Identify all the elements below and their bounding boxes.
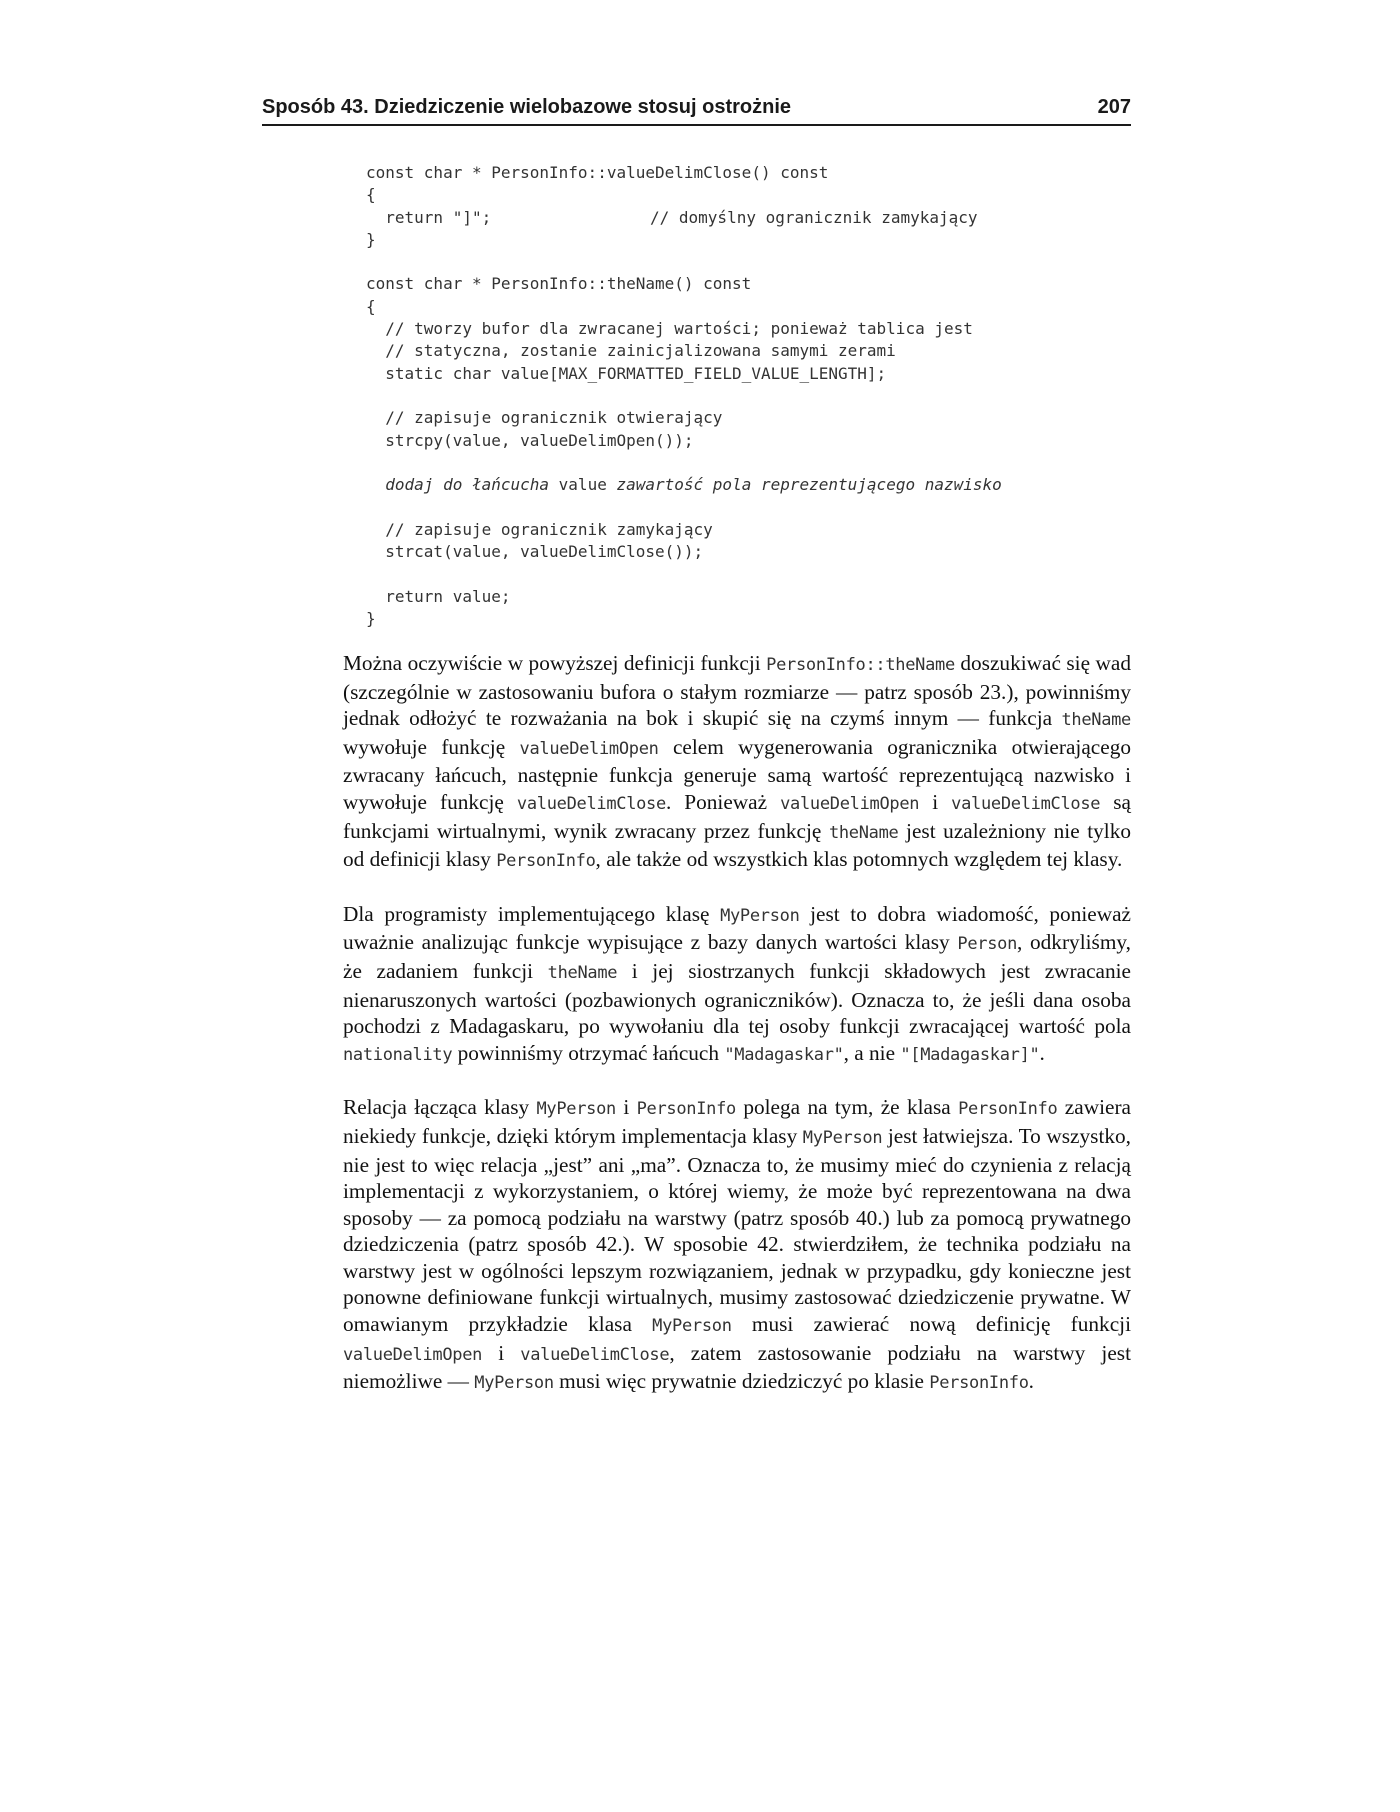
text-run: Relacja łącząca klasy <box>343 1095 537 1120</box>
inline-code: valueDelimOpen <box>780 793 920 814</box>
page-number: 207 <box>1097 96 1131 118</box>
code-listing <box>366 162 1126 630</box>
code-blank-line <box>366 563 1126 585</box>
inline-code: theName <box>547 962 618 983</box>
code-blank-line <box>366 251 1126 273</box>
inline-code: valueDelimOpen <box>519 738 659 759</box>
inline-code: theName <box>1061 710 1131 731</box>
code-line <box>366 207 1126 229</box>
inline-code: valueDelimOpen <box>343 1344 483 1365</box>
code-line: const char * PersonInfo::valueDelimClose() const <box>366 163 829 182</box>
text-run: jest uzależniony nie tylko od definicji klasy <box>343 818 1131 872</box>
body-text <box>343 650 1131 1423</box>
text-run: doszukiwać się wad (szczególnie w zastosowaniu bufora o stałym rozmiarze — patrz sposób 23.), powinniśmy jednak odłożyć te rozważania na bok i skupić się na czymś innym — funkcja <box>343 651 1131 731</box>
text-run: i <box>615 1095 637 1120</box>
code-identifier: value <box>549 475 617 495</box>
inline-code: MyPerson <box>802 1127 883 1148</box>
inline-code: valueDelimClose <box>951 793 1101 814</box>
text-run: . <box>1028 1369 1034 1394</box>
inline-code: PersonInfo <box>636 1099 736 1120</box>
text-run: są funkcjami wirtualnymi, wynik zwracany przez funkcję <box>343 789 1131 843</box>
code-line: // zapisuje ogranicznik zamykający <box>366 519 713 539</box>
text-run: celem wygenerowania ogranicznika otwierającego zwracany łańcuch, następnie funkcja generuje samą wartość reprezentującą nazwisko i wywołuje funkcję <box>343 734 1131 814</box>
inline-code: PersonInfo::theName <box>766 655 955 675</box>
pseudo-code-text: dodaj do łańcucha <box>366 475 550 495</box>
text-run: , a nie <box>843 1040 901 1065</box>
text-run: musi zawierać nową definicję funkcji <box>731 1312 1131 1337</box>
code-line: { <box>366 185 376 205</box>
code-line: // zapisuje ogranicznik otwierający <box>366 408 723 428</box>
text-run: jest to dobra wiadomość, ponieważ uważnie analizując funkcje wypisujące z bazy danych wartości klasy <box>343 901 1131 955</box>
text-run: , ale także od wszystkich klas potomnych względem tej klasy. <box>595 847 1123 872</box>
code-line: } <box>366 229 376 249</box>
code-line: return value; <box>366 586 511 606</box>
text-run: i <box>919 789 952 814</box>
code-line: static char value[MAX_FORMATTED_FIELD_VALUE_LENGTH]; <box>366 363 887 383</box>
text-run: musi więc prywatnie dziedziczyć po klasie <box>553 1369 930 1394</box>
text-run: zawiera niekiedy funkcje, dzięki którym implementacja klasy <box>343 1095 1131 1148</box>
inline-code: "Madagaskar" <box>724 1044 844 1065</box>
code-line: strcat(value, valueDelimClose()); <box>366 542 704 562</box>
paragraph <box>343 650 1131 875</box>
text-run: , zatem zastosowanie podziału na warstwy jest niemożliwe — <box>343 1340 1131 1394</box>
text-run: i jej siostrzanych funkcji składowych jest zwracanie nienaruszonych wartości (pozbawionych ograniczników). Oznacza to, że jeśli dana osoba pochodzi z Madagaskaru, po wywołaniu dla tej osoby funkcji zwracającej wartość pola <box>343 958 1132 1039</box>
code-blank-line <box>366 452 1126 474</box>
inline-code: PersonInfo <box>958 1099 1058 1120</box>
paragraph <box>343 901 1131 1069</box>
text-run: polega na tym, że klasa <box>735 1095 959 1120</box>
paragraph <box>343 1094 1131 1397</box>
inline-code: MyPerson <box>536 1099 616 1120</box>
inline-code: MyPerson <box>720 905 800 926</box>
text-run: wywołuje funkcję <box>343 734 520 759</box>
code-line: const char * PersonInfo::theName() const <box>366 274 752 294</box>
text-run: powinniśmy otrzymać łańcuch <box>452 1040 725 1065</box>
inline-code: PersonInfo <box>929 1373 1029 1394</box>
inline-code: nationality <box>343 1044 453 1065</box>
code-blank-line <box>366 496 1126 518</box>
code-line: // statyczna, zostanie zainicjalizowana samymi zerami <box>366 341 896 361</box>
text-run: i <box>482 1340 521 1365</box>
inline-code: PersonInfo <box>496 851 596 872</box>
code-line: { <box>366 296 376 316</box>
code-comment: // domyślny ogranicznik zamykający <box>650 207 978 227</box>
text-run: , odkryliśmy, że zadaniem funkcji <box>343 930 1131 983</box>
text-run: jest łatwiejsza. To wszystko, nie jest to więc relacja „jest” ani „ma”. Oznacza to, że musimy mieć do czynienia z relacją implementacji z wykorzystaniem, o której wiemy, że może być reprezentowana na dwa sposoby — za pomocą podziału na warstwy (patrz sposób 40.) lub za pomocą prywatnego dziedziczenia (patrz sposób 42.). W sposobie 42. stwierdziłem, że technika podziału na warstwy jest w ogólności lepszym rozwiązaniem, jednak w przypadku, gdy konieczne jest ponowne definiowane funkcji wirtualnych, musimy zastosować dziedziczenie prywatne. W omawianym przykładzie klasa <box>343 1123 1131 1337</box>
text-run: Można oczywiście w powyższej definicji funkcji <box>343 651 767 675</box>
code-line <box>366 474 1126 496</box>
text-run: . <box>1039 1040 1045 1065</box>
code-line: } <box>366 608 376 628</box>
code-blank-line <box>366 385 1126 407</box>
code-statement: return "]"; <box>366 207 492 227</box>
inline-code: MyPerson <box>652 1316 732 1337</box>
code-line: strcpy(value, valueDelimOpen()); <box>366 430 694 450</box>
inline-code: valueDelimClose <box>516 793 666 814</box>
chapter-title: Sposób 43. Dziedziczenie wielobazowe stosuj ostrożnie <box>262 96 791 118</box>
text-run: . Ponieważ <box>665 789 781 814</box>
text-run: Dla programisty implementującego klasę <box>343 901 721 926</box>
inline-code: Person <box>957 934 1017 955</box>
code-line: // tworzy bufor dla zwracanej wartości; ponieważ tablica jest <box>366 319 973 339</box>
running-header <box>262 96 1131 119</box>
inline-code: valueDelimClose <box>520 1344 670 1365</box>
header-rule <box>262 124 1131 126</box>
pseudo-code-text: zawartość pola reprezentującego nazwisko <box>616 475 1002 495</box>
inline-code: theName <box>828 822 899 843</box>
inline-code: "[Madagaskar]" <box>900 1044 1040 1065</box>
inline-code: MyPerson <box>474 1373 554 1394</box>
